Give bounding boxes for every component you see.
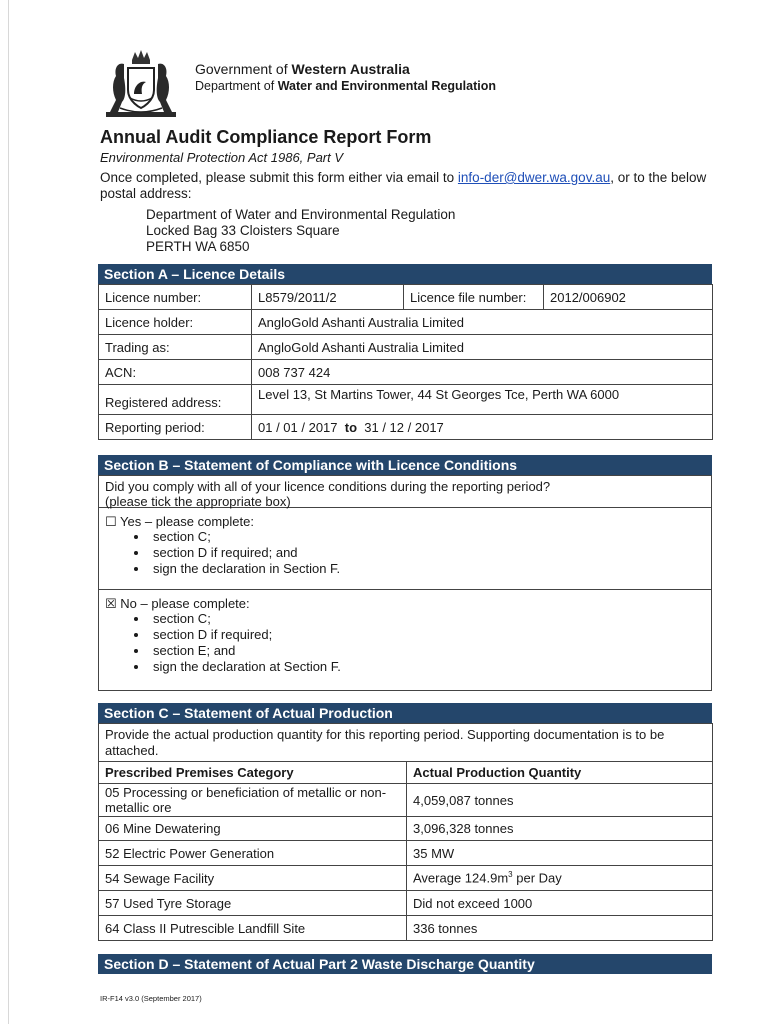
list-item: • sign the declaration at Section F.: [149, 659, 705, 675]
list-item: • section D if required;: [149, 627, 705, 643]
yes-option: [99, 508, 711, 590]
list-item: • section E; and: [149, 643, 705, 659]
licence-holder-value[interactable]: AngloGold Ashanti Australia Limited: [252, 310, 713, 335]
column-header-category: Prescribed Premises Category: [99, 762, 407, 784]
column-header-quantity: Actual Production Quantity: [407, 762, 713, 784]
category-cell: 52 Electric Power Generation: [99, 841, 407, 866]
production-table: [98, 723, 713, 941]
category-cell: 54 Sewage Facility: [99, 866, 407, 891]
quantity-cell[interactable]: 3,096,328 tonnes: [407, 817, 713, 841]
trading-as-value[interactable]: AngloGold Ashanti Australia Limited: [252, 335, 713, 360]
department-name: Department of Water and Environmental Regulation: [195, 79, 496, 93]
scan-edge-line: [8, 0, 9, 1024]
period-to: to: [344, 419, 358, 435]
trading-as-label: Trading as:: [99, 335, 252, 360]
question-line: Did you comply with all of your licence conditions during the reporting period?: [105, 479, 551, 494]
period-start: 01 / 01 / 2017: [258, 419, 338, 435]
quantity-cell[interactable]: Did not exceed 1000: [407, 891, 713, 916]
registered-address-value[interactable]: Level 13, St Martins Tower, 44 St Georges Tce, Perth WA 6000: [252, 385, 713, 415]
period-end: 31 / 12 / 2017: [364, 419, 444, 435]
licence-holder-label: Licence holder:: [99, 310, 252, 335]
category-cell: 06 Mine Dewatering: [99, 817, 407, 841]
licence-details-table: [98, 284, 713, 440]
acn-label: ACN:: [99, 360, 252, 385]
email-link[interactable]: info-der@dwer.wa.gov.au: [457, 170, 611, 185]
address-line: Department of Water and Environmental Regulation: [146, 207, 456, 222]
reporting-period-label: Reporting period:: [99, 415, 252, 440]
yes-label: Yes – please complete:: [120, 514, 254, 529]
registered-address-label: Registered address:: [99, 385, 252, 415]
list-item: • section C;: [149, 611, 705, 627]
table-row: [99, 817, 713, 841]
category-cell: 05 Processing or beneficiation of metallic or non-metallic ore: [99, 784, 407, 817]
table-row: [99, 866, 713, 891]
quantity-text: per Day: [512, 870, 562, 886]
no-checkbox-checked[interactable]: ☒: [105, 596, 117, 611]
quantity-text: Average 124.9m: [413, 870, 509, 886]
address-line: PERTH WA 6850: [146, 239, 250, 254]
section-c-header: Section C – Statement of Actual Production: [98, 703, 712, 723]
submission-instructions: Once completed, please submit this form either via email to info-der@dwer.wa.gov.au, or to the below postal address:: [100, 170, 707, 201]
postal-address: [146, 207, 455, 255]
table-row: [99, 841, 713, 866]
superscript: 3: [508, 870, 513, 880]
category-cell: 64 Class II Putrescible Landfill Site: [99, 916, 407, 941]
form-subtitle: Environmental Protection Act 1986, Part V: [100, 150, 344, 165]
list-item: • section D if required; and: [149, 545, 705, 561]
list-item: • section C;: [149, 529, 705, 545]
no-label: No – please complete:: [120, 596, 250, 611]
category-cell: 57 Used Tyre Storage: [99, 891, 407, 916]
no-option: [99, 590, 711, 678]
quantity-cell[interactable]: 4,059,087 tonnes: [407, 784, 713, 817]
production-instructions: Provide the actual production quantity for this reporting period. Supporting documentation is to be attached.: [99, 724, 713, 762]
acn-value[interactable]: 008 737 424: [252, 360, 713, 385]
quantity-cell[interactable]: 35 MW: [407, 841, 713, 866]
licence-number-value[interactable]: L8579/2011/2: [252, 285, 404, 310]
licence-file-label: Licence file number:: [404, 285, 544, 310]
licence-file-value[interactable]: 2012/006902: [544, 285, 713, 310]
yes-checkbox[interactable]: ☐: [105, 514, 117, 529]
section-a-header: Section A – Licence Details: [98, 264, 712, 284]
form-code-footer: IR-F14 v3.0 (September 2017): [100, 994, 202, 1003]
quantity-cell[interactable]: 336 tonnes: [407, 916, 713, 941]
compliance-statement-box: [98, 475, 712, 691]
wa-coat-of-arms-logo: [100, 48, 182, 120]
question-line: (please tick the appropriate box): [105, 494, 291, 509]
table-row: [99, 891, 713, 916]
list-item: • sign the declaration in Section F.: [149, 561, 705, 577]
no-instructions-list: [105, 611, 705, 675]
section-b-header: Section B – Statement of Compliance with Licence Conditions: [98, 455, 712, 475]
reporting-period-value[interactable]: [252, 415, 713, 440]
compliance-question: [99, 476, 711, 508]
licence-number-label: Licence number:: [99, 285, 252, 310]
quantity-cell[interactable]: [407, 866, 713, 891]
government-name: Government of Western Australia: [195, 61, 410, 77]
address-line: Locked Bag 33 Cloisters Square: [146, 223, 340, 238]
section-d-header: Section D – Statement of Actual Part 2 Waste Discharge Quantity: [98, 954, 712, 974]
table-row: [99, 916, 713, 941]
form-title: Annual Audit Compliance Report Form: [100, 127, 432, 147]
yes-instructions-list: [105, 529, 705, 577]
table-row: [99, 784, 713, 817]
